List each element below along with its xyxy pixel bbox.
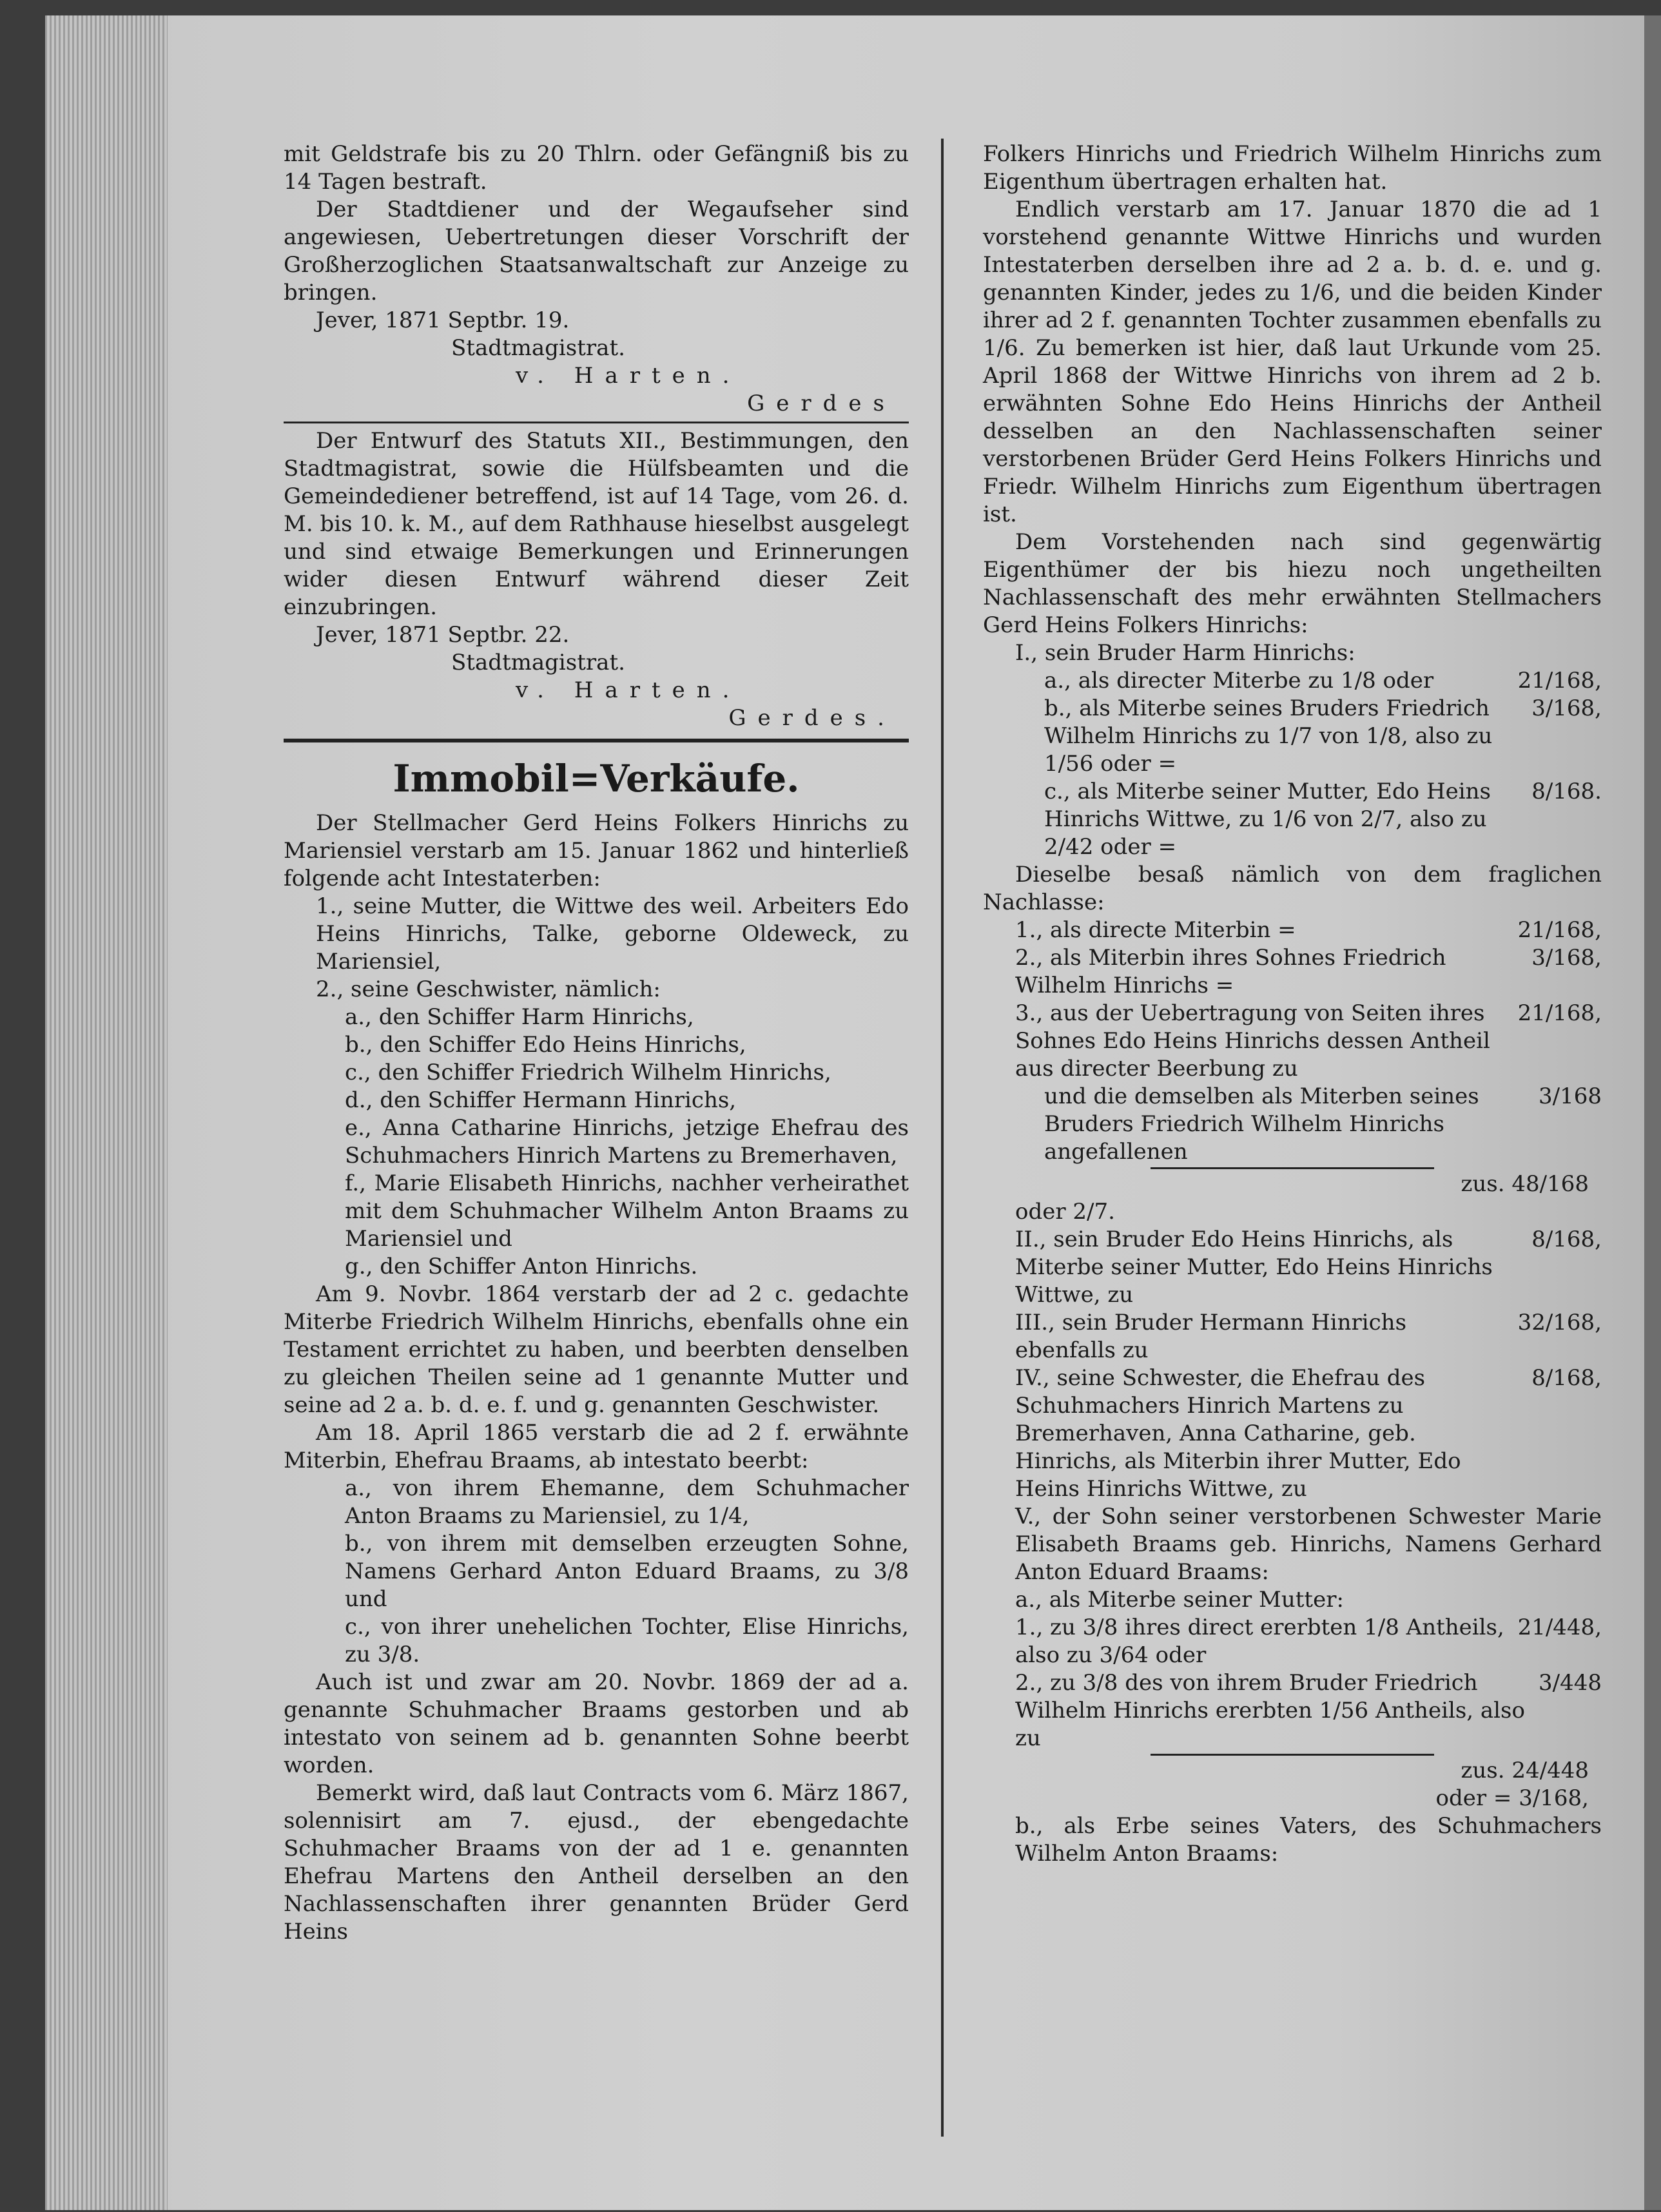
- list-item: 2., seine Geschwister, nämlich:: [316, 976, 661, 1002]
- share-row: [983, 944, 1602, 1000]
- share-label: 3., aus der Uebertragung von Seiten ihres Sohnes Edo Heins Hinrichs dessen Antheil aus directer Beerbung zu: [1015, 1000, 1490, 1082]
- share-value: 21/448,: [1517, 1615, 1602, 1640]
- share-label: b., als Miterbe seines Bruders Friedrich Wilhelm Hinrichs zu 1/7 von 1/8, also zu 1/56 oder =: [1044, 695, 1493, 777]
- list-item: e., Anna Catharine Hinrichs, jetzige Ehefrau des Schuhmachers Hinrich Martens zu Bremerhaven,: [345, 1115, 909, 1169]
- list-item: a., als Miterbe seiner Mutter:: [1015, 1587, 1344, 1613]
- share-label: c., als Miterbe seiner Mutter, Edo Heins Hinrichs Wittwe, zu 1/6 von 2/7, also zu 2/42 oder =: [1044, 779, 1491, 860]
- paragraph: Endlich verstarb am 17. Januar 1870 die ad 1 vorstehend genannte Wittwe Hinrichs und wurden Intestaterben derselben ihre ad 2 a. b. d. e. und g. genannten Kinder, jedes zu 1/6, und die beiden Kinder ihrer ad 2 f. genannten Tochter zusammen ebenfalls zu 1/6. Zu bemerken ist hier, daß laut Urkunde vom 25. April 1868 der Wittwe Hinrichs von ihrem ad 2 b. erwähnten Sohne Edo Heins Hinrichs der Antheil desselben an den Nachlassenschaften seiner verstorbenen Brüder Gerd Heins Folkers Hinrichs und Friedr. Wilhelm Hinrichs zum Eigenthum übertragen ist.: [983, 197, 1602, 527]
- list-item: g., den Schiffer Anton Hinrichs.: [345, 1254, 698, 1279]
- signature-name: Gerdes.: [728, 705, 896, 731]
- list-item: d., den Schiffer Hermann Hinrichs,: [345, 1087, 737, 1113]
- share-row: [983, 1226, 1602, 1309]
- section-heading: Immobil=Verkäufe.: [393, 757, 800, 800]
- column-divider: [941, 139, 944, 2137]
- section-rule: [284, 739, 909, 742]
- share-label: 1., als directe Miterbin =: [1015, 917, 1296, 943]
- signature-name: Gerdes: [747, 391, 896, 416]
- share-value: 3/168,: [1531, 695, 1602, 721]
- signature-office: Stadtmagistrat.: [451, 650, 625, 675]
- signature-name: v. Harten.: [516, 363, 741, 389]
- share-label: a., als directer Miterbe zu 1/8 oder: [1044, 668, 1434, 694]
- list-item: c., den Schiffer Friedrich Wilhelm Hinrichs,: [345, 1060, 831, 1085]
- share-label: 1., zu 3/8 ihres direct ererbten 1/8 Antheils, also zu 3/64 oder: [1015, 1615, 1504, 1668]
- statute-notice-text: Der Entwurf des Statuts XII., Bestimmungen, den Stadtmagistrat, sowie die Hülfsbeamten und die Gemeindediener betreffend, ist auf 14 Tage, vom 26. d. M. bis 10. k. M., auf dem Rathhause hieselbst ausgelegt und sind etwaige Bemerkungen und Erinnerungen wider diesen Entwurf während dieser Zeit einzubringen.: [284, 428, 909, 620]
- heir-entry: V., der Sohn seiner verstorbenen Schwester Marie Elisabeth Braams geb. Hinrichs, Namens Gerhard Anton Eduard Braams:: [1015, 1504, 1602, 1585]
- list-item: a., von ihrem Ehemanne, dem Schuhmacher Anton Braams zu Mariensiel, zu 1/4,: [345, 1475, 909, 1529]
- list-item: a., den Schiffer Harm Hinrichs,: [345, 1004, 694, 1030]
- instruction-text: Der Stadtdiener und der Wegaufseher sind angewiesen, Uebertretungen dieser Vorschrift der Großherzoglichen Staatsanwaltschaft zur Anzeige zu bringen.: [284, 197, 909, 306]
- share-value: 32/168,: [1517, 1310, 1602, 1335]
- sum-rule: [1151, 1167, 1434, 1169]
- share-row: [983, 695, 1602, 778]
- paragraph: Bemerkt wird, daß laut Contracts vom 6. März 1867, solennisirt am 7. ejusd., der ebengedachte Schuhmacher Braams von der ad 1 e. genannten Ehefrau Martens den Antheil derselben an den Nachlassenschaften ihrer genannten Brüder Gerd Heins: [284, 1780, 909, 1945]
- signature-name: v. Harten.: [516, 677, 741, 703]
- date-line: Jever, 1871 Septbr. 22.: [316, 622, 570, 648]
- share-value: 3/448: [1539, 1670, 1602, 1696]
- share-row: [983, 667, 1602, 695]
- date-line: Jever, 1871 Septbr. 19.: [316, 307, 570, 333]
- left-column: [284, 141, 909, 1946]
- share-row: [983, 1614, 1602, 1669]
- paragraph: Folkers Hinrichs und Friedrich Wilhelm Hinrichs zum Eigenthum übertragen erhalten hat.: [983, 141, 1602, 195]
- page-stack-edge: [45, 15, 168, 2210]
- right-column: [983, 141, 1602, 1868]
- page-right-edge: [1644, 15, 1661, 2210]
- signature-office: Stadtmagistrat.: [451, 335, 625, 361]
- share-row: [983, 917, 1602, 944]
- heir-entry: I., sein Bruder Harm Hinrichs:: [1015, 640, 1355, 666]
- paragraph: Dieselbe besaß nämlich von dem fraglichen Nachlasse:: [983, 862, 1602, 915]
- paragraph: Dem Vorstehenden nach sind gegenwärtig Eigenthümer der bis hiezu noch ungetheilten Nachlassenschaft des mehr erwähnten Stellmachers Gerd Heins Folkers Hinrichs:: [983, 529, 1602, 638]
- share-label: IV., seine Schwester, die Ehefrau des Schuhmachers Hinrich Martens zu Bremerhaven, Anna Catharine, geb. Hinrichs, als Miterbin ihrer Mutter, Edo Heins Hinrichs Wittwe, zu: [1015, 1365, 1461, 1502]
- share-row: [983, 1669, 1602, 1752]
- list-item: b., den Schiffer Edo Heins Hinrichs,: [345, 1032, 746, 1058]
- share-value: 21/168,: [1517, 917, 1602, 943]
- share-value: 8/168.: [1531, 779, 1602, 804]
- sum-rule: [1151, 1754, 1434, 1756]
- list-item: b., von ihrem mit demselben erzeugten Sohne, Namens Gerhard Anton Eduard Braams, zu 3/8 und: [345, 1531, 909, 1612]
- list-item: f., Marie Elisabeth Hinrichs, nachher verheirathet mit dem Schuhmacher Wilhelm Anton Braams zu Mariensiel und: [345, 1170, 909, 1252]
- sum-line: oder = 3/168,: [1435, 1785, 1589, 1811]
- share-value: 3/168,: [1531, 945, 1602, 971]
- paragraph: Auch ist und zwar am 20. Novbr. 1869 der ad a. genannte Schuhmacher Braams gestorben und ab intestato von seinem ad b. genannten Sohne beerbt worden.: [284, 1669, 909, 1778]
- paragraph: Am 18. April 1865 verstarb die ad 2 f. erwähnte Miterbin, Ehefrau Braams, ab intestato beerbt:: [284, 1420, 909, 1473]
- share-label: III., sein Bruder Hermann Hinrichs ebenfalls zu: [1015, 1310, 1407, 1363]
- paragraph: Am 9. Novbr. 1864 verstarb der ad 2 c. gedachte Miterbe Friedrich Wilhelm Hinrichs, ebenfalls ohne ein Testament errichtet zu haben, und beerbten denselben zu gleichen Theilen seine ad 1 genannte Mutter und seine ad 2 a. b. d. e. f. und g. genannten Geschwister.: [284, 1281, 909, 1418]
- list-item: c., von ihrer unehelichen Tochter, Elise Hinrichs, zu 3/8.: [345, 1614, 909, 1667]
- share-label: 2., zu 3/8 des von ihrem Bruder Friedrich Wilhelm Hinrichs ererbten 1/56 Antheils, also zu: [1015, 1670, 1525, 1751]
- penalty-text: mit Geldstrafe bis zu 20 Thlrn. oder Gefängniß bis zu 14 Tagen bestraft.: [284, 141, 909, 195]
- share-label: II., sein Bruder Edo Heins Hinrichs, als Miterbe seiner Mutter, Edo Heins Hinrichs Wittwe, zu: [1015, 1227, 1493, 1308]
- share-value: 8/168,: [1531, 1365, 1602, 1391]
- share-row: [983, 1309, 1602, 1364]
- share-row: [983, 1083, 1602, 1166]
- sum-line: zus. 48/168: [1461, 1171, 1589, 1197]
- list-item: 1., seine Mutter, die Wittwe des weil. Arbeiters Edo Heins Hinrichs, Talke, geborne Oldeweck, zu Mariensiel,: [316, 893, 909, 975]
- list-item: b., als Erbe seines Vaters, des Schuhmachers Wilhelm Anton Braams:: [1015, 1813, 1602, 1867]
- share-value: 21/168,: [1517, 668, 1602, 694]
- share-row: [983, 1000, 1602, 1083]
- estate-intro-text: Der Stellmacher Gerd Heins Folkers Hinrichs zu Mariensiel verstarb am 15. Januar 1862 und hinterließ folgende acht Intestaterben:: [284, 810, 909, 891]
- share-value: 8/168,: [1531, 1227, 1602, 1252]
- sum-line: oder 2/7.: [1015, 1199, 1115, 1225]
- share-value: 3/168: [1539, 1083, 1602, 1109]
- share-label: 2., als Miterbin ihres Sohnes Friedrich Wilhelm Hinrichs =: [1015, 945, 1446, 998]
- share-label: und die demselben als Miterben seines Bruders Friedrich Wilhelm Hinrichs angefallenen: [1044, 1083, 1479, 1165]
- sum-line: zus. 24/448: [1461, 1758, 1589, 1783]
- share-value: 21/168,: [1517, 1000, 1602, 1026]
- separator-rule: [284, 422, 909, 423]
- share-row: [983, 1364, 1602, 1503]
- share-row: [983, 778, 1602, 861]
